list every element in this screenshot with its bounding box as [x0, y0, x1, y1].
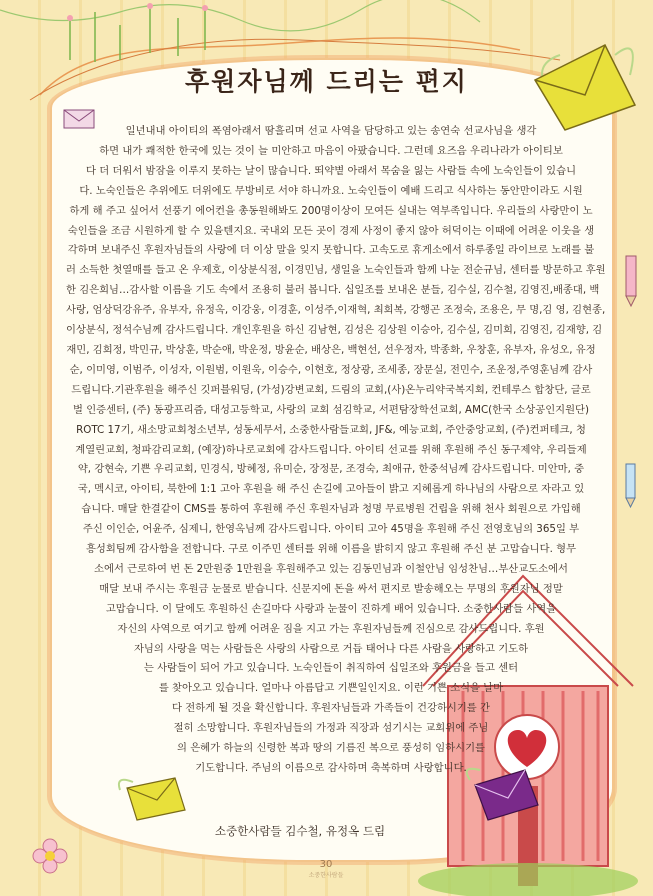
letter-line: 의 은혜가 하늘의 신령한 복과 땅의 기름진 복으로 풍성히 임하시기를: [177, 742, 485, 755]
page-number: [296, 859, 356, 879]
letter-line: 숙인들을 조금 시원하게 할 수 있을텐지요. 국내외 모든 곳이 경제 사정이 좋지 않아 허덕이는 이때에 어려운 이웃을 생: [67, 224, 595, 237]
page-number-value: 30: [319, 859, 333, 870]
letter-line: 절히 소망합니다. 후원자님들의 가정과 직장과 섬기시는 교회위에 주님: [173, 722, 489, 735]
letter-line: 고맙습니다. 이 달에도 후원하신 손길마다 사랑과 눈물이 진하게 배어 있습니다. 소중한사람들 사역을: [105, 602, 557, 615]
letter-line: 매달 보내 주시는 후원금 눈물로 받습니다. 신문지에 돈을 싸서 편지로 발송해오는 무명의 후원자님 정말: [99, 582, 563, 595]
letter-line: 를 찾아오고 있습니다. 얼마나 아름답고 기쁜일인지요. 이런 기쁜 소식을 날마: [158, 682, 504, 695]
bottom-envelope-icon: [115, 770, 195, 830]
page-footer-caption: 소중한사람들: [308, 872, 344, 879]
letter-line: 하면 내가 쾌적한 한국에 있는 것이 늘 미안하고 마음이 아팠습니다. 그런데 요즈음 우리나라가 아이티보: [99, 144, 563, 157]
letter-line: 하게 해 주고 싶어서 선풍기 에어컨을 총동원해봐도 200명이상이 모여든 실내는 역부족입니다. 우리들의 사랑만이 노: [69, 204, 593, 217]
pencil-icon: [612, 250, 652, 310]
pencil-icon-2: [616, 460, 646, 510]
letter-line: 자님의 사랑을 먹는 사람들은 사랑의 사람으로 거듭 태어나 다른 사람을 사랑하고 기도하: [133, 642, 529, 655]
letter-line: 이상분식, 정석수님께 감사드립니다. 개인후원을 하신 김남현, 김성은 김상원 이승아, 김수실, 김미희, 김영진, 김재향, 김: [66, 324, 603, 337]
letter-line: 습니다. 매달 한결같이 CMS를 통하여 후원해 주신 후원자님과 청명 무료병원 건립을 위해 천사 회원으로 가입해: [81, 503, 581, 516]
letter-line: 러 소득한 첫열매를 들고 온 우제호, 이상분식점, 이경민님, 생일을 노숙인들과 함께 나눈 전순규님, 센터를 방문하고 후원: [66, 264, 606, 277]
letter-body: [66, 122, 606, 779]
letter-line: 국, 멕시코, 아이티, 북한에 1:1 고아 후원을 해 주신 손길에 고아들이 밝고 지혜롭게 하나님의 사람으로 자라고 있: [77, 483, 585, 496]
letter-line: 주신 이인순, 어윤주, 심제니, 한영옥님께 감사드립니다. 아이티 고아 45명을 후원해 주신 전영호님의 365일 부: [82, 523, 580, 536]
letter-line: 순, 이미영, 이범주, 이성자, 이원범, 이원욱, 이승수, 이현호, 정상광, 조세종, 장문실, 전민수, 조운정,주영훈님께 감사: [69, 363, 593, 376]
letter-line: 계열린교회, 청파감리교회, (예장)하나로교회에 감사드립니다. 아이티 선교를 위해 후원해 주신 동구제약, 우리들제: [75, 443, 587, 456]
letter-line: ROTC 17기, 새소망교회청소년부, 성동세무서, 소중한사람들교회, JF&, 예능교회, 주안중앙교회, (주)컨퍼테크, 청: [76, 423, 586, 436]
letter-line: 사랑, 엄상덕강유주, 유부자, 유정옥, 이강웅, 이경훈, 이성주,이재혁, 최희복, 강행곤 조정숙, 조용은, 무 명,김 영, 김현종,: [66, 304, 606, 317]
letter-line: 다 더 더워서 밤잠을 이루지 못하는 날이 많습니다. 뙤약볕 아래서 목숨을 잃는 사람들 속에 노숙인들이 있습니: [85, 164, 577, 177]
letter-line: 다. 노숙인들은 추위에도 더위에도 무방비로 서야 하니까요. 노숙인들이 예배 드리고 식사하는 동안만이라도 시원: [79, 184, 583, 197]
letter-line: 약, 강현숙, 기쁜 우리교회, 민경식, 방혜정, 유미순, 장정문, 조경숙, 최애규, 한중석님께 감사드립니다. 미안마, 중: [77, 463, 585, 476]
letter-line: 자신의 사역으로 여기고 함께 어려운 짐을 지고 가는 후원자님들께 진심으로 감사드립니다. 후원: [117, 622, 545, 635]
letter-line: 흥성회팀께 감사함을 전합니다. 구로 이주민 센터를 위해 이름을 밝히지 않고 후원해 주신 분 고맙습니다. 형무: [85, 543, 577, 556]
flower-icon: [30, 836, 70, 876]
letter-line: 벌 인증센터, (주) 동광프리즘, 대성고등학교, 사랑의 교회 섬김학교, 서편탐장학선교회, AMC(한국 소상공인지원단): [73, 403, 589, 416]
letter-signature: 소중한사람들 김수철, 유정옥 드림: [214, 824, 386, 838]
letter-title: 후원자님께 드리는 편지: [185, 67, 468, 96]
letter-line: 각하며 보내주신 후원자님들의 사랑에 더 이상 말을 잊지 못합니다. 고속도로 휴게소에서 하루종일 라이브로 노래를 불: [67, 244, 595, 257]
letter-line: 는 사람들이 되어 가고 있습니다. 노숙인들이 취직하여 십일조와 후원금을 들고 센터: [143, 662, 519, 675]
letter-line: 기도합니다. 주님의 이름으로 감사하며 축복하며 사랑합니다.: [195, 762, 467, 774]
letter-line: 다 전하게 될 것을 확신합니다. 후원자님들과 가족들이 건강하시기를 간: [172, 702, 490, 715]
letter-line: 일년내내 아이티의 폭염아래서 땀흘리며 선교 사역을 담당하고 있는 송연숙 선교사님을 생각: [125, 125, 537, 137]
letter-line: 소에서 근로하여 번 돈 2만원중 1만원을 후원해주고 있는 김동민님과 이철안님 임성찬님…부산교도소에서: [94, 562, 568, 575]
letter-line: 재민, 김희정, 박민규, 박상훈, 박순애, 박운정, 방윤순, 배상은, 백현선, 선우정자, 박종화, 우창훈, 유부자, 유성오, 유정: [66, 343, 596, 356]
letter-line: 한 김은희님…감사할 이름을 기도 속에서 조용히 불러 봅니다. 십일조를 보내온 분들, 김수실, 김수철, 김영진,배종대, 백: [66, 284, 600, 297]
letter-line: 드립니다.기관후원을 해주신 깃퍼블워딩, (가성)강변교회, 드림의 교회,(사)온누리약국복지회, 컨테루스 합창단, 글로: [71, 383, 591, 396]
